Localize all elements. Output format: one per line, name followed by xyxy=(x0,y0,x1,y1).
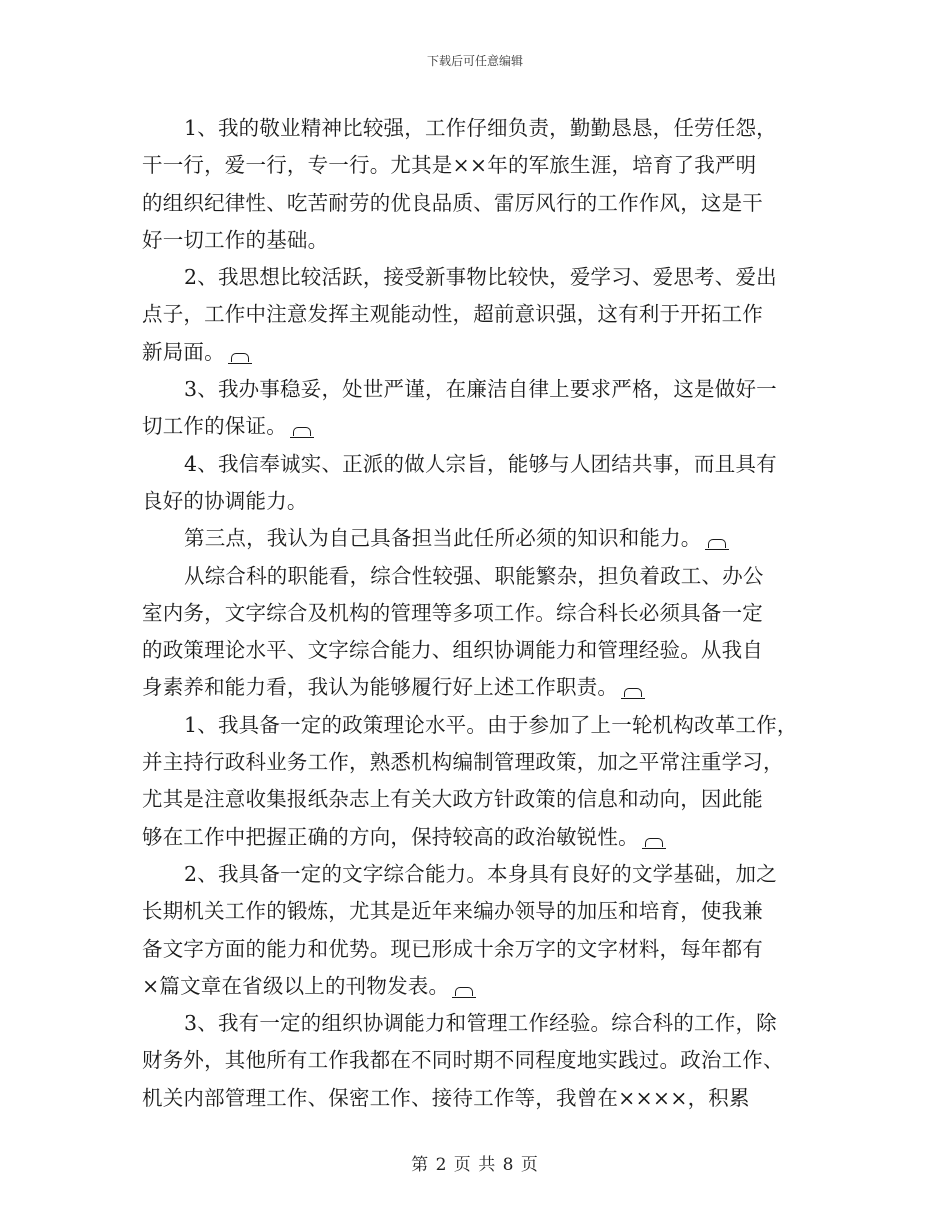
text-line-content: 3、我办事稳妥，处世严谨，在廉洁自律上要求严格，这是做好一 xyxy=(184,377,777,402)
text-line xyxy=(142,707,808,744)
text-line-content: 第三点，我认为自己具备担当此任所必须的知识和能力。 xyxy=(184,526,702,551)
text-line-content: 1、我具备一定的政策理论水平。由于参加了上一轮机构改革工作， xyxy=(184,712,798,737)
text-line xyxy=(142,1005,808,1042)
text-line-content: 4、我信奉诚实、正派的做人宗旨，能够与人团结共事，而且具有 xyxy=(184,451,777,476)
text-line xyxy=(142,222,808,259)
text-line xyxy=(142,1080,808,1117)
text-line-content: 切工作的保证。 xyxy=(142,414,287,439)
text-line-content: 点子，工作中注意发挥主观能动性，超前意识强，这有利于开拓工作 xyxy=(142,302,763,327)
text-line-content: 3、我有一定的组织协调能力和管理工作经验。综合科的工作，除 xyxy=(184,1011,777,1036)
text-line xyxy=(142,595,808,632)
text-line xyxy=(142,744,808,781)
text-line xyxy=(142,483,808,520)
page-number-footer: 第 2 页 共 8 页 xyxy=(411,1155,539,1175)
text-line xyxy=(142,520,808,557)
text-line xyxy=(142,1042,808,1079)
text-line xyxy=(142,819,808,856)
text-line xyxy=(142,371,808,408)
paragraph-mark-icon xyxy=(624,688,642,697)
text-line-content: 良好的协调能力。 xyxy=(142,488,308,513)
text-line-content: 长期机关工作的锻炼，尤其是近年来编办领导的加压和培育，使我兼 xyxy=(142,899,763,924)
paragraph-mark-icon xyxy=(645,838,663,847)
text-line-content: 的政策理论水平、文字综合能力、组织协调能力和管理经验。从我自 xyxy=(142,638,763,663)
text-line xyxy=(142,968,808,1005)
text-line-content: 好一切工作的基础。 xyxy=(142,227,329,252)
text-line-content: 并主持行政科业务工作，熟悉机构编制管理政策，加之平常注重学习， xyxy=(142,750,784,775)
paragraph-mark-icon xyxy=(455,987,473,996)
text-line xyxy=(142,558,808,595)
text-line-content: 的组织纪律性、吃苦耐劳的优良品质、雷厉风行的工作作风，这是干 xyxy=(142,190,763,215)
text-line-content: 1、我的敬业精神比较强，工作仔细负责，勤勤恳恳，任劳任怨， xyxy=(184,116,777,140)
text-line-content: 机关内部管理工作、保密工作、接待工作等，我曾在××××，积累 xyxy=(142,1085,750,1110)
text-line-content: 室内务，文字综合及机构的管理等多项工作。综合科长必须具备一定 xyxy=(142,600,763,625)
text-line xyxy=(142,893,808,930)
text-line-content: 2、我具备一定的文字综合能力。本身具有良好的文学基础，加之 xyxy=(184,861,777,886)
text-line-content: 够在工作中把握正确的方向，保持较高的政治敏锐性。 xyxy=(142,824,639,849)
page-header: 下载后可任意编辑 xyxy=(426,54,523,68)
paragraph-mark-icon xyxy=(293,427,311,436)
text-line xyxy=(142,931,808,968)
text-line-content: 备文字方面的能力和优势。现已形成十余万字的文字材料，每年都有 xyxy=(142,936,763,961)
text-line xyxy=(142,296,808,333)
text-line-content: 新局面。 xyxy=(142,339,225,364)
paragraph-mark-icon xyxy=(708,539,726,548)
document-body xyxy=(142,110,808,1117)
text-line-content: 身素养和能力看，我认为能够履行好上述工作职责。 xyxy=(142,675,619,700)
paragraph-mark-icon xyxy=(231,353,249,362)
text-line xyxy=(142,408,808,445)
text-line xyxy=(142,334,808,371)
text-line-content: 尤其是注意收集报纸杂志上有关大政方针政策的信息和动向，因此能 xyxy=(142,787,763,812)
text-line xyxy=(142,185,808,222)
text-line-content: 干一行，爱一行，专一行。尤其是××年的军旅生涯，培育了我严明 xyxy=(142,153,757,178)
text-line-content: 2、我思想比较活跃，接受新事物比较快，爱学习、爱思考、爱出 xyxy=(184,265,777,290)
text-line xyxy=(142,781,808,818)
text-line xyxy=(142,856,808,893)
text-line-content: 从综合科的职能看，综合性较强、职能繁杂，担负着政工、办公 xyxy=(184,563,764,588)
text-line xyxy=(142,669,808,706)
text-line xyxy=(142,110,808,147)
text-line xyxy=(142,446,808,483)
text-line xyxy=(142,259,808,296)
text-line xyxy=(142,147,808,184)
text-line-content: ×篇文章在省级以上的刊物发表。 xyxy=(142,973,450,998)
text-line-content: 财务外，其他所有工作我都在不同时期不同程度地实践过。政治工作、 xyxy=(142,1048,784,1073)
text-line xyxy=(142,632,808,669)
